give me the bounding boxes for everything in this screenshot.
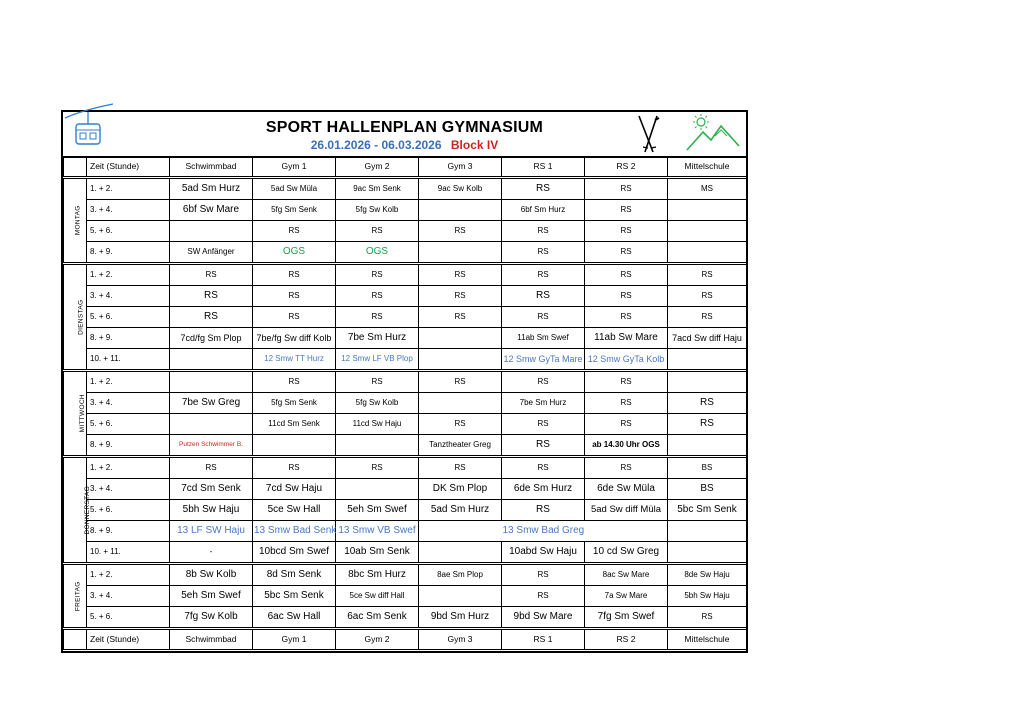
time-slot: 3. + 4. xyxy=(87,479,170,500)
table-cell: 5fg Sm Senk xyxy=(253,200,336,221)
table-cell: DK Sm Plop xyxy=(419,479,502,500)
table-cell: 13 Smw VB Swef xyxy=(336,521,419,542)
table-cell: 8de Sw Haju xyxy=(668,564,747,586)
time-slot: 8. + 9. xyxy=(87,435,170,457)
table-cell: RS xyxy=(668,307,747,328)
table-cell xyxy=(253,435,336,457)
time-slot: 5. + 6. xyxy=(87,500,170,521)
table-cell: - xyxy=(170,542,253,564)
table-cell: 5fg Sm Senk xyxy=(253,393,336,414)
column-header: RS 2 xyxy=(585,157,668,178)
table-cell: 12 Smw GyTa Mare xyxy=(502,349,585,371)
table-cell xyxy=(419,521,502,542)
table-row xyxy=(64,286,747,307)
time-slot: 1. + 2. xyxy=(87,457,170,479)
table-cell xyxy=(419,586,502,607)
table-cell: RS xyxy=(585,286,668,307)
table-cell: RS xyxy=(502,221,585,242)
time-slot: 5. + 6. xyxy=(87,607,170,629)
table-cell: RS xyxy=(419,264,502,286)
table-cell: 6de Sm Hurz xyxy=(502,479,585,500)
table-cell: RS xyxy=(502,414,585,435)
table-row xyxy=(64,221,747,242)
time-slot: 1. + 2. xyxy=(87,371,170,393)
day-label: MONTAG xyxy=(64,178,87,264)
table-cell: RS xyxy=(502,242,585,264)
table-row xyxy=(64,307,747,328)
table-cell xyxy=(419,393,502,414)
table-cell: 11ab Sw Mare xyxy=(585,328,668,349)
schedule-table xyxy=(63,156,747,650)
table-cell: RS xyxy=(585,242,668,264)
table-cell: 9ac Sm Senk xyxy=(336,178,419,200)
table-row xyxy=(64,393,747,414)
table-cell: 6bf Sm Hurz xyxy=(502,200,585,221)
table-cell: 7fg Sw Kolb xyxy=(170,607,253,629)
table-cell: RS xyxy=(502,178,585,200)
table-cell: 13 Smw Bad Greg xyxy=(502,521,585,542)
table-cell: 5ad Sw diff Müla xyxy=(585,500,668,521)
column-footer: Gym 3 xyxy=(419,629,502,650)
table-cell: RS xyxy=(502,457,585,479)
table-row xyxy=(64,564,747,586)
table-cell: 5fg Sw Kolb xyxy=(336,200,419,221)
table-row xyxy=(64,200,747,221)
table-cell: 12 Smw TT Hurz xyxy=(253,349,336,371)
table-row xyxy=(64,178,747,200)
table-cell: 7be Sw Greg xyxy=(170,393,253,414)
time-slot: 5. + 6. xyxy=(87,307,170,328)
table-cell: RS xyxy=(419,414,502,435)
table-cell: Tanztheater Greg xyxy=(419,435,502,457)
column-footer: Gym 1 xyxy=(253,629,336,650)
table-cell: OGS xyxy=(336,242,419,264)
column-footer: Zeit (Stunde) xyxy=(87,629,170,650)
time-slot: 3. + 4. xyxy=(87,393,170,414)
column-footer: Schwimmbad xyxy=(170,629,253,650)
table-cell: RS xyxy=(585,264,668,286)
ski-poles-icon xyxy=(631,114,665,154)
column-header: RS 1 xyxy=(502,157,585,178)
table-cell: 11cd Sm Senk xyxy=(253,414,336,435)
table-cell: 8bc Sm Hurz xyxy=(336,564,419,586)
table-cell: 12 Smw LF VB Plop xyxy=(336,349,419,371)
time-slot: 8. + 9. xyxy=(87,521,170,542)
table-cell: 8b Sw Kolb xyxy=(170,564,253,586)
mountain-sun-icon xyxy=(685,114,741,154)
table-cell: 13 LF SW Haju xyxy=(170,521,253,542)
table-row xyxy=(64,349,747,371)
table-cell: RS xyxy=(336,371,419,393)
column-header: Schwimmbad xyxy=(170,157,253,178)
table-row xyxy=(64,500,747,521)
schedule-sheet xyxy=(61,110,748,653)
table-cell: 10 cd Sw Greg xyxy=(585,542,668,564)
table-cell: RS xyxy=(336,307,419,328)
table-cell: RS xyxy=(253,221,336,242)
time-slot: 5. + 6. xyxy=(87,221,170,242)
table-cell: RS xyxy=(253,264,336,286)
table-cell: 6bf Sw Mare xyxy=(170,200,253,221)
table-cell: RS xyxy=(170,307,253,328)
time-slot: 1. + 2. xyxy=(87,178,170,200)
table-cell: RS xyxy=(419,307,502,328)
table-cell: RS xyxy=(419,286,502,307)
table-cell xyxy=(585,521,668,542)
table-cell: RS xyxy=(502,564,585,586)
column-header: Gym 2 xyxy=(336,157,419,178)
table-cell: MS xyxy=(668,178,747,200)
table-cell: RS xyxy=(585,221,668,242)
table-cell: 7be Sm Hurz xyxy=(336,328,419,349)
time-slot: 8. + 9. xyxy=(87,242,170,264)
column-header: Mittelschule xyxy=(668,157,747,178)
table-cell: RS xyxy=(668,607,747,629)
table-cell: RS xyxy=(502,500,585,521)
table-row xyxy=(64,242,747,264)
table-cell: 9bd Sw Mare xyxy=(502,607,585,629)
table-cell: 7cd/fg Sm Plop xyxy=(170,328,253,349)
title-band xyxy=(63,112,746,158)
table-cell: 5eh Sm Swef xyxy=(336,500,419,521)
table-cell xyxy=(668,200,747,221)
table-cell: 5bc Sm Senk xyxy=(668,500,747,521)
table-cell xyxy=(336,435,419,457)
table-cell: RS xyxy=(585,393,668,414)
table-cell xyxy=(419,349,502,371)
table-cell: RS xyxy=(336,457,419,479)
table-cell: 7cd Sw Haju xyxy=(253,479,336,500)
table-cell: RS xyxy=(502,371,585,393)
table-cell: RS xyxy=(419,457,502,479)
table-cell: OGS xyxy=(253,242,336,264)
time-slot: 10. + 11. xyxy=(87,542,170,564)
table-cell: RS xyxy=(668,414,747,435)
time-slot: 5. + 6. xyxy=(87,414,170,435)
column-footer: RS 2 xyxy=(585,629,668,650)
table-cell: 5eh Sm Swef xyxy=(170,586,253,607)
table-cell: 5ad Sw Müla xyxy=(253,178,336,200)
table-cell: SW Anfänger xyxy=(170,242,253,264)
table-cell xyxy=(170,221,253,242)
table-row xyxy=(64,607,747,629)
table-cell: 7fg Sm Swef xyxy=(585,607,668,629)
table-cell: 10abd Sw Haju xyxy=(502,542,585,564)
table-cell xyxy=(668,371,747,393)
table-cell: 7a Sw Mare xyxy=(585,586,668,607)
time-slot: 1. + 2. xyxy=(87,264,170,286)
table-cell: BS xyxy=(668,457,747,479)
table-cell: 8ac Sw Mare xyxy=(585,564,668,586)
table-cell: 5ad Sm Hurz xyxy=(419,500,502,521)
time-slot: 3. + 4. xyxy=(87,586,170,607)
table-row xyxy=(64,264,747,286)
table-cell: RS xyxy=(170,264,253,286)
table-row xyxy=(64,542,747,564)
table-cell: BS xyxy=(668,479,747,500)
column-header: Gym 1 xyxy=(253,157,336,178)
table-cell: 5fg Sw Kolb xyxy=(336,393,419,414)
time-slot: 10. + 11. xyxy=(87,349,170,371)
table-cell: RS xyxy=(502,307,585,328)
table-cell xyxy=(419,542,502,564)
table-cell: 7be Sm Hurz xyxy=(502,393,585,414)
day-label: DIENSTAG xyxy=(64,264,87,371)
table-cell: 9ac Sw Kolb xyxy=(419,178,502,200)
header-row xyxy=(64,157,747,178)
table-cell xyxy=(336,479,419,500)
table-cell xyxy=(419,200,502,221)
table-cell: RS xyxy=(668,264,747,286)
table-cell: RS xyxy=(502,435,585,457)
table-cell: 8ae Sm Plop xyxy=(419,564,502,586)
table-cell: 11cd Sw Haju xyxy=(336,414,419,435)
table-cell: RS xyxy=(253,457,336,479)
table-cell: RS xyxy=(253,307,336,328)
time-slot: 8. + 9. xyxy=(87,328,170,349)
table-cell: 11ab Sm Swef xyxy=(502,328,585,349)
table-row xyxy=(64,328,747,349)
table-cell: RS xyxy=(336,221,419,242)
footer-row xyxy=(64,629,747,650)
table-cell xyxy=(419,242,502,264)
table-cell: RS xyxy=(253,371,336,393)
column-footer: Gym 2 xyxy=(336,629,419,650)
column-header: Zeit (Stunde) xyxy=(87,157,170,178)
table-cell: Putzen Schwimmer B. xyxy=(170,435,253,457)
table-cell: RS xyxy=(585,178,668,200)
page-title: SPORT HALLENPLAN GYMNASIUM xyxy=(265,119,544,136)
table-cell: 5ce Sw diff Hall xyxy=(336,586,419,607)
day-label: MITTWOCH xyxy=(64,371,87,457)
table-cell: 7cd Sm Senk xyxy=(170,479,253,500)
table-cell xyxy=(419,328,502,349)
table-cell: RS xyxy=(419,221,502,242)
table-row xyxy=(64,479,747,500)
day-label: DONNERSTAG xyxy=(64,457,87,564)
table-cell: RS xyxy=(336,264,419,286)
table-cell: 10ab Sm Senk xyxy=(336,542,419,564)
table-cell: RS xyxy=(170,457,253,479)
table-row xyxy=(64,414,747,435)
table-cell: 5bc Sm Senk xyxy=(253,586,336,607)
table-cell: 10bcd Sm Swef xyxy=(253,542,336,564)
table-cell: RS xyxy=(585,371,668,393)
table-cell: RS xyxy=(253,286,336,307)
time-slot: 3. + 4. xyxy=(87,200,170,221)
table-cell: 5ad Sm Hurz xyxy=(170,178,253,200)
table-cell xyxy=(170,414,253,435)
table-cell: 13 Smw Bad Senk xyxy=(253,521,336,542)
table-cell: RS xyxy=(502,586,585,607)
table-cell: RS xyxy=(336,286,419,307)
table-cell: RS xyxy=(585,307,668,328)
table-cell: 5ce Sw Hall xyxy=(253,500,336,521)
table-cell: 12 Smw GyTa Kolb xyxy=(585,349,668,371)
table-cell: 9bd Sm Hurz xyxy=(419,607,502,629)
table-row xyxy=(64,371,747,393)
table-cell: ab 14.30 Uhr OGS xyxy=(585,435,668,457)
day-label: FREITAG xyxy=(64,564,87,629)
table-cell: RS xyxy=(585,457,668,479)
table-row xyxy=(64,457,747,479)
table-cell xyxy=(668,349,747,371)
table-cell: 6de Sw Müla xyxy=(585,479,668,500)
table-cell xyxy=(668,221,747,242)
table-cell: 7be/fg Sw diff Kolb xyxy=(253,328,336,349)
column-header: Gym 3 xyxy=(419,157,502,178)
table-cell: RS xyxy=(502,286,585,307)
corner-cell xyxy=(64,629,87,650)
table-row xyxy=(64,521,747,542)
table-cell: 6ac Sw Hall xyxy=(253,607,336,629)
table-cell: RS xyxy=(585,200,668,221)
table-cell xyxy=(668,542,747,564)
table-cell: 5bh Sw Haju xyxy=(668,586,747,607)
table-row xyxy=(64,435,747,457)
table-row xyxy=(64,586,747,607)
table-cell: RS xyxy=(668,393,747,414)
table-cell xyxy=(668,521,747,542)
table-cell: 7acd Sw diff Haju xyxy=(668,328,747,349)
table-cell xyxy=(668,435,747,457)
table-cell: RS xyxy=(419,371,502,393)
column-footer: Mittelschule xyxy=(668,629,747,650)
table-cell: RS xyxy=(502,264,585,286)
table-cell xyxy=(170,349,253,371)
table-cell: 6ac Sm Senk xyxy=(336,607,419,629)
table-cell: 8d Sm Senk xyxy=(253,564,336,586)
column-footer: RS 1 xyxy=(502,629,585,650)
table-cell xyxy=(668,242,747,264)
time-slot: 3. + 4. xyxy=(87,286,170,307)
time-slot: 1. + 2. xyxy=(87,564,170,586)
block-label: Block IV xyxy=(450,138,499,152)
table-cell: RS xyxy=(170,286,253,307)
corner-cell xyxy=(64,157,87,178)
date-range: 26.01.2026 - 06.03.2026 xyxy=(310,138,442,152)
table-cell: RS xyxy=(668,286,747,307)
table-cell: 5bh Sw Haju xyxy=(170,500,253,521)
table-cell: RS xyxy=(585,414,668,435)
table-cell xyxy=(170,371,253,393)
